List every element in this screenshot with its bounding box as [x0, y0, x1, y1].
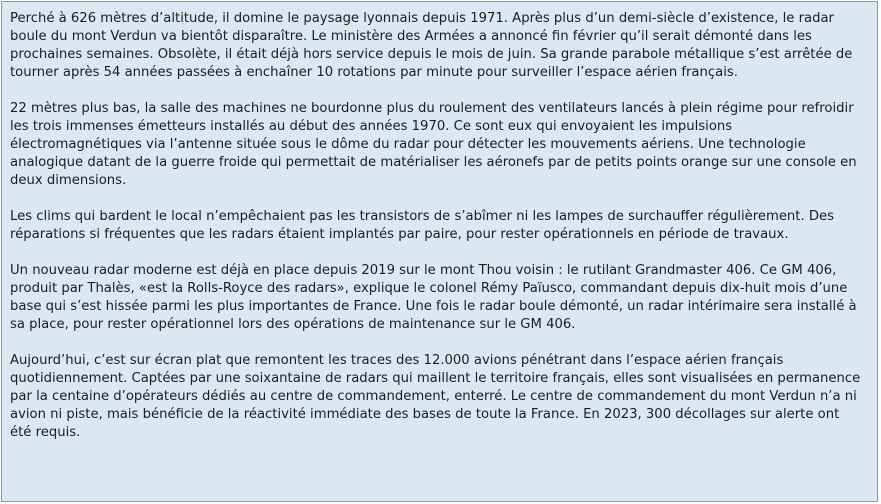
paragraph-4: Un nouveau radar moderne est déjà en place depuis 2019 sur le mont Thou voisin : le rutilant Grandmaster 406. Ce GM 406, produit par Thalès, «est la Rolls-Royce des radars», explique le colonel Rémy Païusco, commandant depuis dix-huit mois d’une base qui s’est hissée parmi les plus importantes de France. Une fois le radar boule démonté, un radar intérimaire sera installé à sa place, pour rester opérationnel lors des opérations de maintenance sur le GM 406.	[10, 263, 857, 332]
paragraph-2: 22 mètres plus bas, la salle des machines ne bourdonne plus du roulement des ventilateurs lancés à plein régime pour refroidir les trois immenses émetteurs installés au début des années 1970. Ce sont eux qui envoyaient les impulsions électromagnétiques via l’antenne située sous le dôme du radar pour détecter les mouvements aériens. Une technologie analogique datant de la guerre froide qui permettait de matérialiser les aéronefs par de petits points orange sur une console en deux dimensions.	[10, 101, 857, 188]
paragraph-1: Perché à 626 mètres d’altitude, il domine le paysage lyonnais depuis 1971. Après plus d’un demi-siècle d’existence, le radar boule du mont Verdun va bientôt disparaître. Le ministère des Armées a annoncé fin février qu’il serait démonté dans les prochaines semaines. Obsolète, il était déjà hors service depuis le mois de juin. Sa grande parabole métallique s’est arrêtée de tourner après 54 années passées à enchaîner 10 rotations par minute pour surveiller l’espace aérien français.	[10, 11, 853, 80]
paragraph-5: Aujourd’hui, c’est sur écran plat que remontent les traces des 12.000 avions pénétrant dans l’espace aérien français quotidiennement. Captées par une soixantaine de radars qui maillent le territoire français, elles sont visualisées en permanence par la centaine d’opérateurs dédiés au centre de commandement, enterré. Le centre de commandement du mont Verdun n’a ni avion ni piste, mais bénéficie de la réactivité immédiate des bases de toute la France. En 2023, 300 décollages sur alerte ont été requis.	[10, 353, 861, 440]
paragraph-3: Les clims qui bardent le local n’empêchaient pas les transistors de s’abîmer ni les lampes de surchauffer régulièrement. Des réparations si fréquentes que les radars étaient implantés par paire, pour rester opérationnels en période de travaux.	[10, 209, 834, 242]
article-text-box	[1, 1, 878, 502]
